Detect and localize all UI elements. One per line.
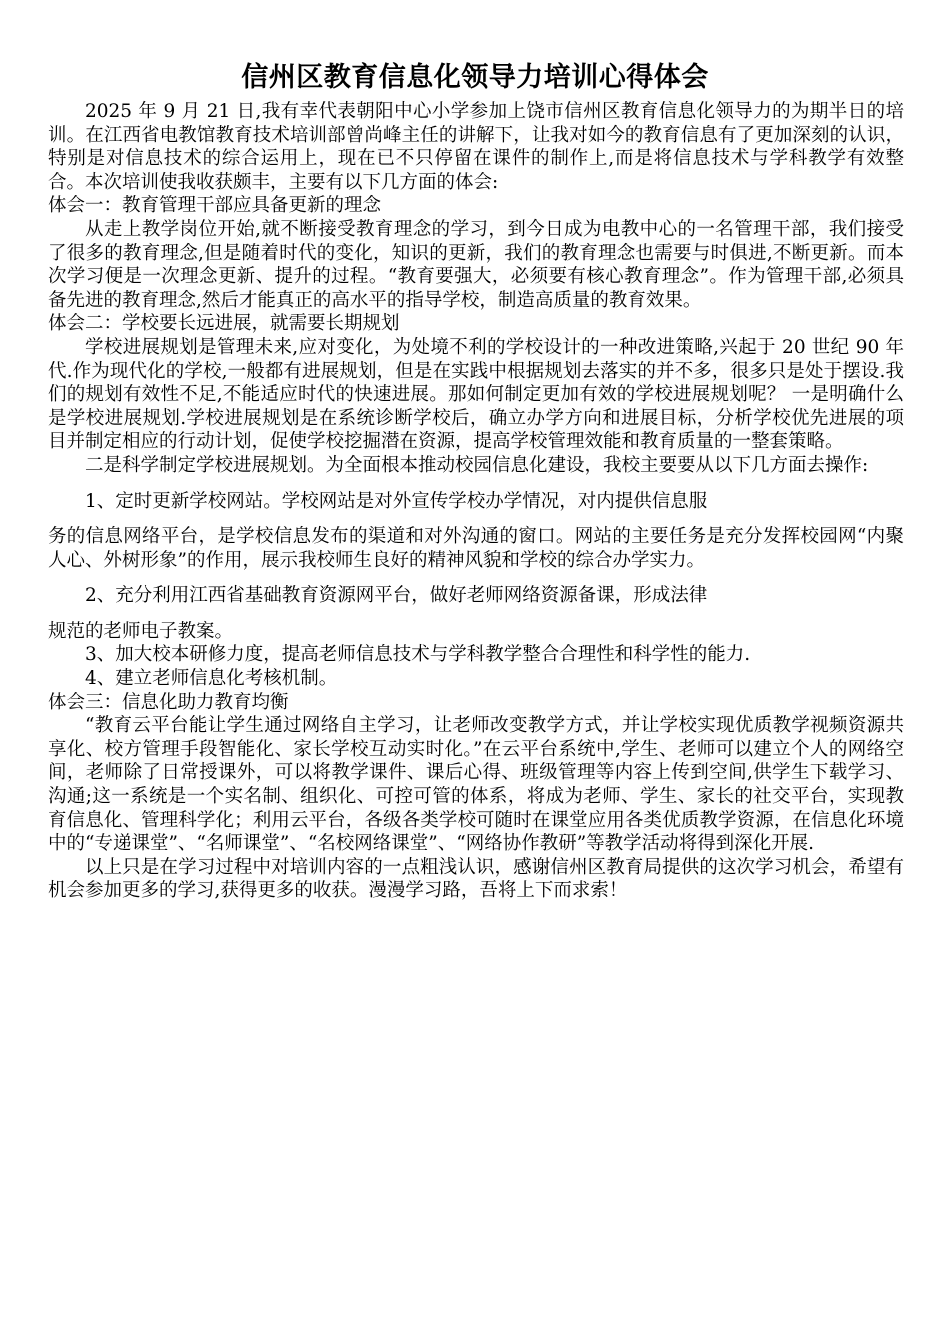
section-1-paragraph: 从走上教学岗位开始,就不断接受教育理念的学习，到今日成为电教中心的一名管理干部，我们接受了很多的教育理念,但是随着时代的变化，知识的更新，我们的教育理念也需要与时俱进,不断更新。而本次学习便是一次理念更新、提升的过程。“教育要强大，必须要有核心教育理念”。作为管理干部,必须具备先进的教育理念,然后才能真正的高水平的指导学校，制造高质量的教育效果。 — [48, 218, 904, 311]
list-item-3: 3、加大校本研修力度，提高老师信息技术与学科教学整合合理性和科学性的能力. — [85, 644, 751, 666]
section-heading-1: 体会一：教育管理干部应具备更新的理念 — [48, 195, 382, 217]
section-3-paragraph: “教育云平台能让学生通过网络自主学习，让老师改变教学方式，并让学校实现优质教学视频资源共享化、校方管理手段智能化、家长学校互动实时化。”在云平台系统中,学生、老师可以建立个人的网络空间，老师除了日常授课外，可以将教学课件、课后心得、班级管理等内容上传到空间,供学生下载学习、沟通;这一系统是一个实名制、组织化、可控可管的体系，将成为老师、学生、家长的社交平台，实现教育信息化、管理科学化；利用云平台，各级各类学校可随时在课堂应用各类优质教学资源，在信息化环境中的“专递课堂”、“名师课堂”、“名校网络课堂”、“网络协作教研”等教学活动将得到深化开展. — [48, 715, 904, 855]
section-heading-2: 体会二：学校要长远进展，就需要长期规划 — [48, 313, 400, 335]
list-item-1-start: 1、定时更新学校网站。学校网站是对外宣传学校办学情况，对内提供信息服 — [85, 490, 708, 512]
list-item-1-continuation: 务的信息网络平台，是学校信息发布的渠道和对外沟通的窗口。网站的主要任务是充分发挥校园网“内聚人心、外树形象”的作用，展示我校师生良好的精神风貌和学校的综合办学实力。 — [48, 526, 904, 571]
closing-paragraph: 以上只是在学习过程中对培训内容的一点粗浅认识，感谢信州区教育局提供的这次学习机会，希望有机会参加更多的学习,获得更多的收获。漫漫学习路，吾将上下而求索！ — [48, 856, 904, 902]
list-item-4: 4、建立老师信息化考核机制。 — [85, 668, 338, 690]
section-heading-3: 体会三：信息化助力教育均衡 — [48, 691, 289, 713]
intro-paragraph: 2025 年 9 月 21 日,我有幸代表朝阳中心小学参加上饶市信州区教育信息化领导力的为期半日的培训。在江西省电教馆教育技术培训部曾尚峰主任的讲解下，让我对如今的教育信息有了更加深刻的认识，特别是对信息技术的综合运用上，现在已不只停留在课件的制作上,而是将信息技术与学科教学有效整合。本次培训使我收获颇丰，主要有以下几方面的体会: — [48, 101, 904, 193]
section-2-second-point: 二是科学制定学校进展规划。为全面根本推动校园信息化建设，我校主要要从以下几方面去操作: — [85, 454, 869, 476]
document-title: 信州区教育信息化领导力培训心得体会 — [241, 62, 709, 93]
list-item-2-start: 2、充分利用江西省基础教育资源网平台，做好老师网络资源备课，形成法律 — [85, 585, 708, 607]
section-2-paragraph: 学校进展规划是管理未来,应对变化，为处境不利的学校设计的一种改进策略,兴起于 20 世纪 90 年代.作为现代化的学校,一般都有进展规划，但是在实践中根据规划去落实的并不多，很多只是处于摆设.我们的规划有效性不足,不能适应时代的快速进展。那如何制定更加有效的学校进展规划呢？ 一是明确什么是学校进展规划.学校进展规划是在系统诊断学校后，确立办学方向和进展目标，分析学校优先进展的项目并制定相应的行动计划，促使学校挖掘潜在资源，提高学校管理效能和教育质量的一整套策略。 — [48, 336, 904, 453]
list-item-2-continuation: 规范的老师电子教案。 — [48, 620, 234, 642]
document-body — [48, 100, 904, 903]
